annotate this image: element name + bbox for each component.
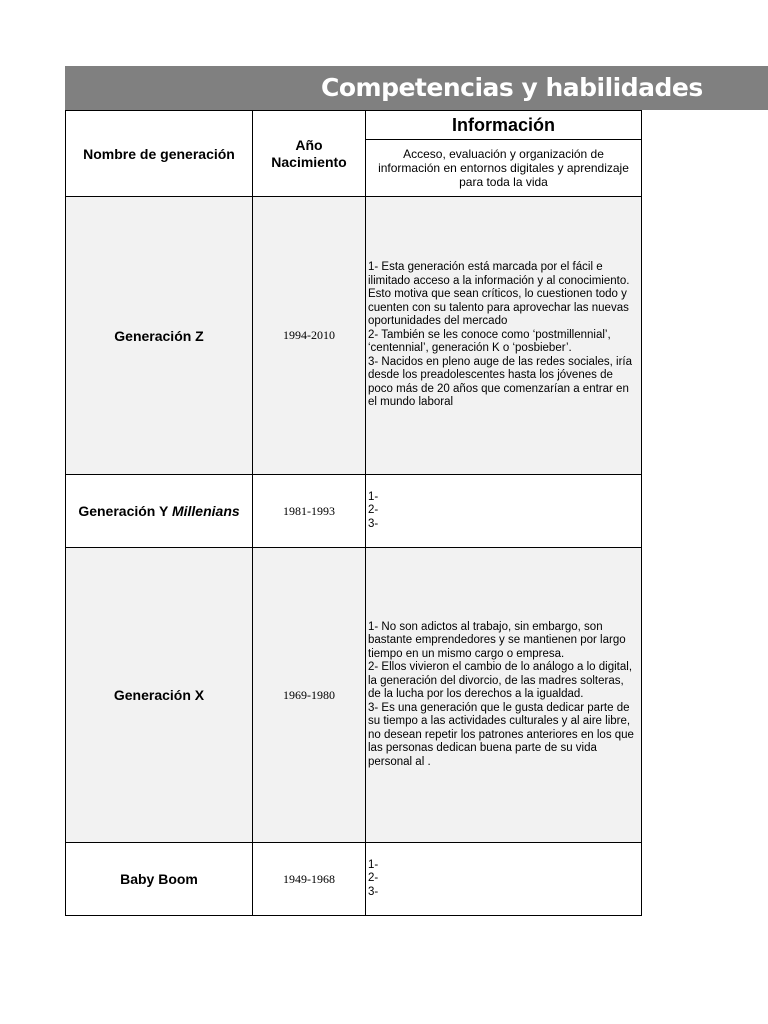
- table-row-year: 1994-2010: [252, 196, 366, 475]
- table-row-name-prefix: Generación Y: [78, 503, 172, 519]
- table-row-year: 1949-1968: [252, 842, 366, 916]
- header-year-column: [252, 110, 366, 197]
- table-row-name: [65, 474, 253, 548]
- header-info-column: Información: [365, 110, 642, 140]
- table-row-name: Baby Boom: [65, 842, 253, 916]
- page-title: Competencias y habilidades: [321, 73, 703, 102]
- table-row-name: Generación X: [65, 547, 253, 843]
- table-row-info-text: 1- 2- 3-: [368, 490, 379, 530]
- table-row-info: [365, 842, 642, 916]
- header-info-description: Acceso, evaluación y organización de información en entornos digitales y aprendizaje para toda la vida: [365, 139, 642, 197]
- table-row-info: [365, 547, 642, 843]
- table-row-info-text: 1- 2- 3-: [368, 858, 379, 898]
- title-bar: [65, 66, 768, 110]
- table-row-year: 1981-1993: [252, 474, 366, 548]
- table-row-info-text: 1- No son adictos al trabajo, sin embargo, son bastante emprendedores y se mantienen por largo tiempo en un mismo cargo o empresa. 2- Ellos vivieron el cambio de lo análogo a lo digital, la generación del divorcio, de las madres solteras, de la lucha por los derechos a la igualdad. 3- Es una generación que le gusta dedicar parte de su tiempo a las actividades culturales y al aire libre, no desean repetir los patrones anteriores en los que las personas dedican buena parte de su vida personal al .: [368, 620, 634, 768]
- table-row-name-italic: Millenians: [171, 503, 240, 519]
- table-row-info-text: 1- Esta generación está marcada por el fácil e ilimitado acceso a la información y al conocimiento. Esto motiva que sean críticos, lo cuestionen todo y cuenten con su talento para aprovechar las nuevas oportunidades del mercado 2- También se les conoce como ‘postmillennial’, ‘centennial’, generación K o ‘posbieber’. 3- Nacidos en pleno auge de las redes sociales, iría desde los preadolescentes hasta los jóvenes de poco más de 20 años que comenzarían a entrar en el mundo laboral: [368, 261, 633, 409]
- table-row-year: 1969-1980: [252, 547, 366, 843]
- table-row-info: [365, 474, 642, 548]
- table-row-name: Generación Z: [65, 196, 253, 475]
- header-name-column: Nombre de generación: [65, 110, 253, 197]
- table-row-info: [365, 196, 642, 475]
- header-year-label: Año Nacimiento: [271, 136, 347, 170]
